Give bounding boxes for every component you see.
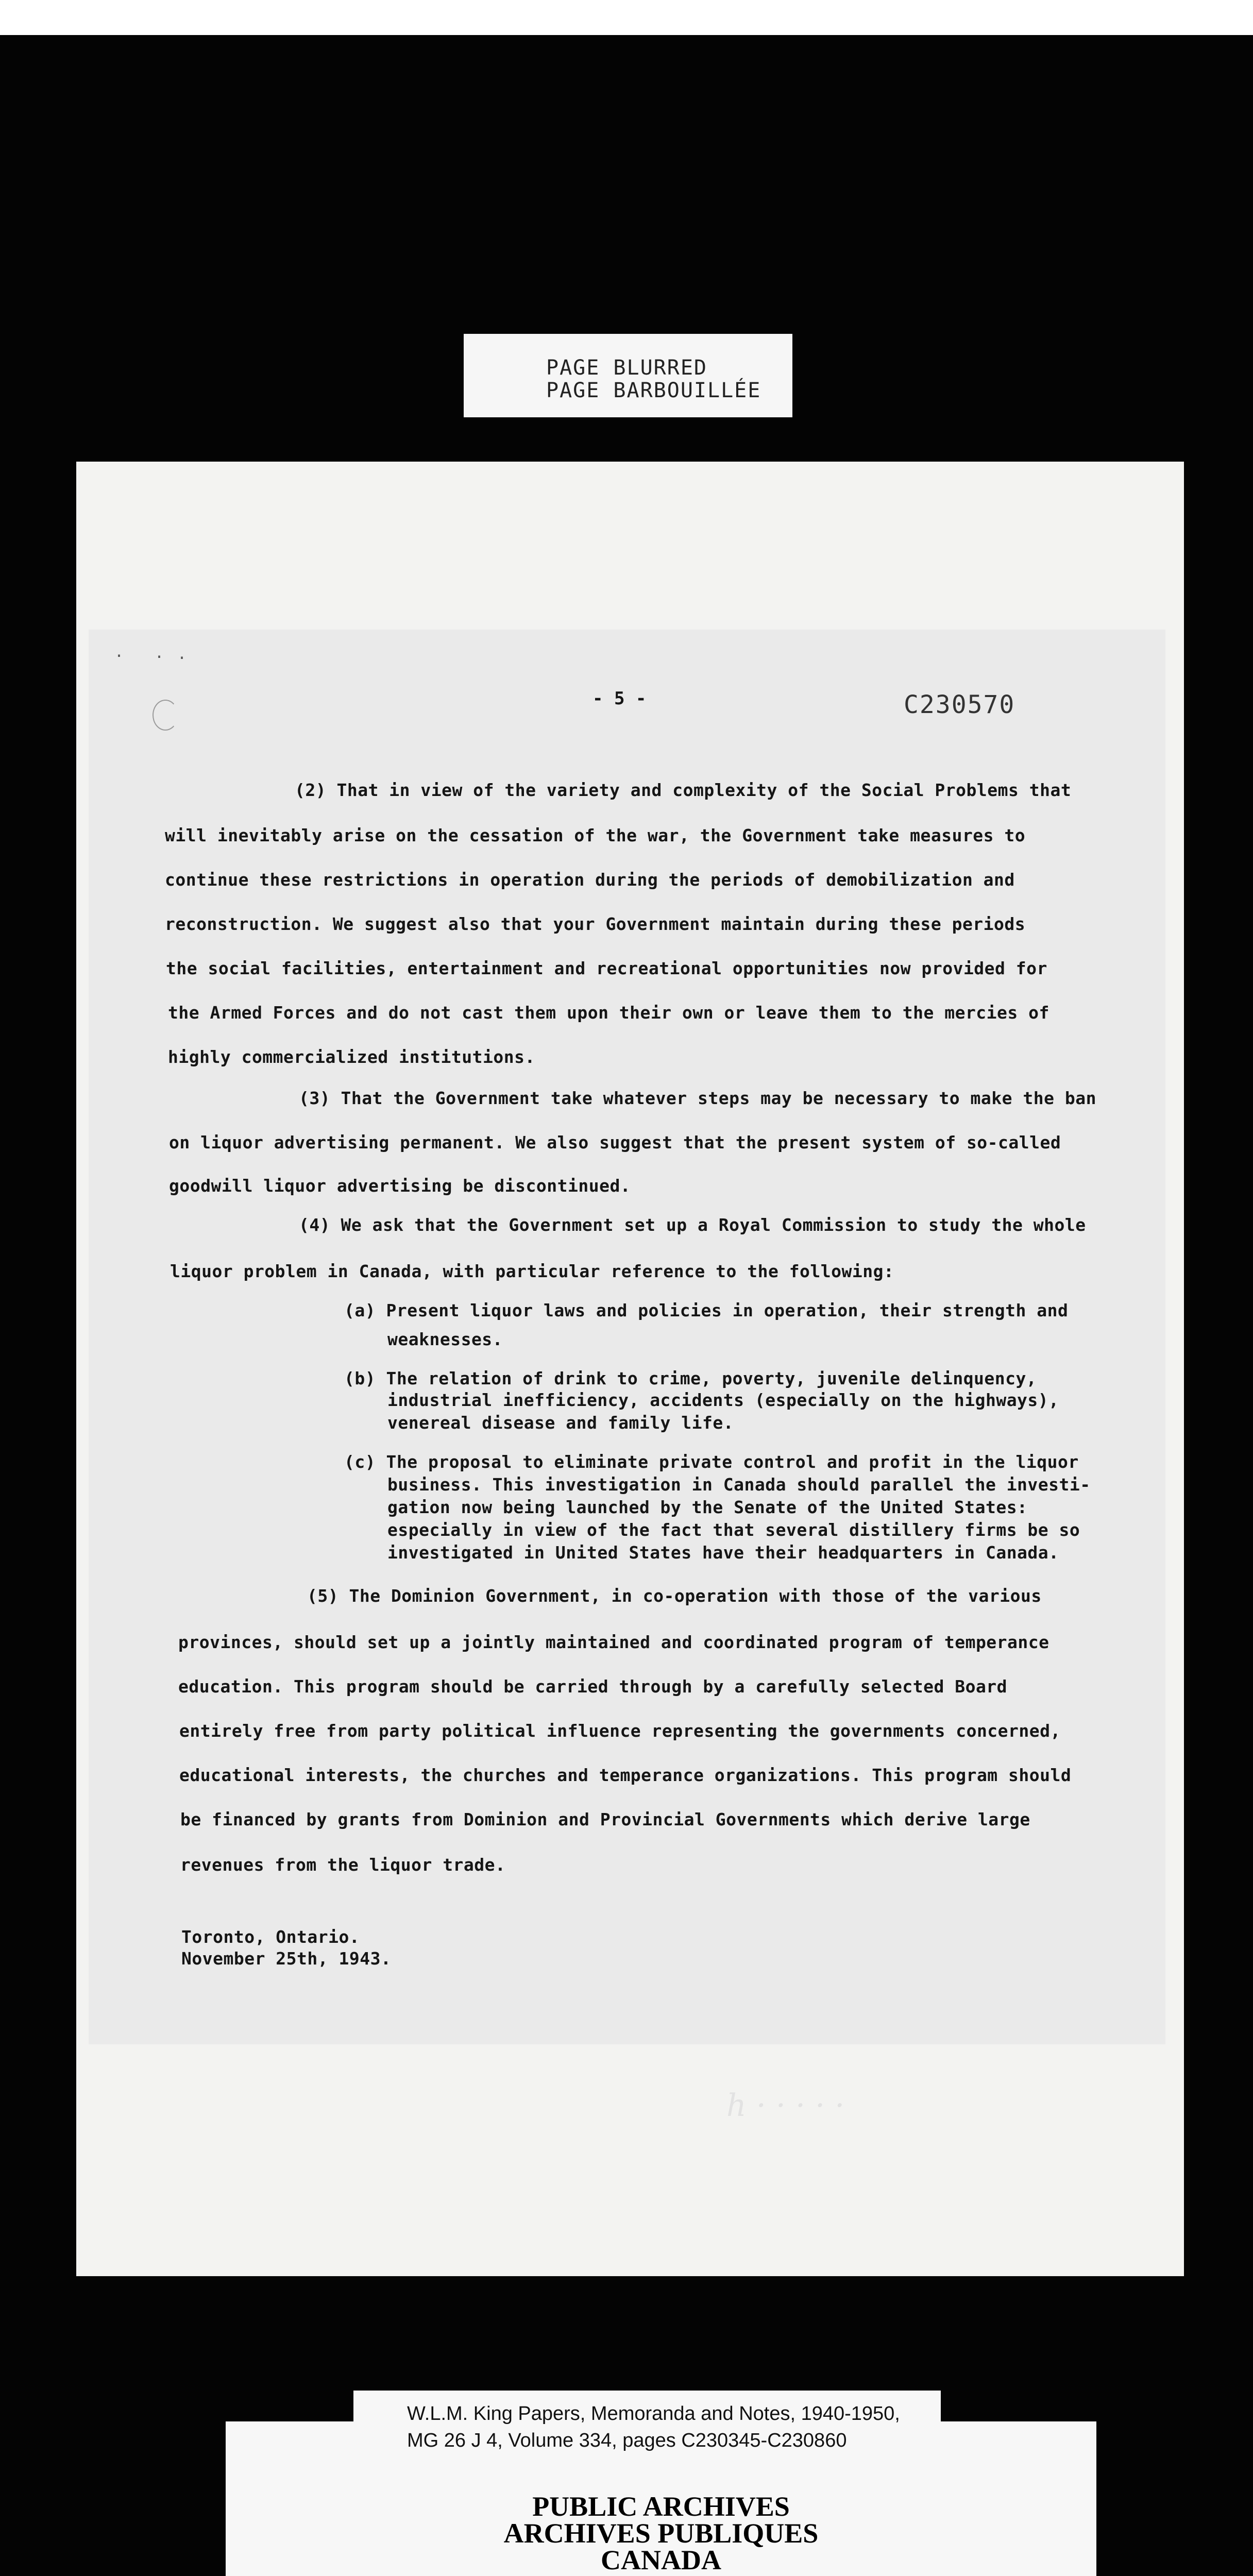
archives-stamp-french: ARCHIVES PUBLIQUES: [503, 2518, 819, 2549]
blur-notice-french: PAGE BARBOUILLÉE: [546, 379, 761, 402]
signoff-date: November 25th, 1943.: [181, 1948, 392, 1969]
speck-mark: .: [155, 644, 164, 662]
memo-line: (2) That in view of the variety and complexity of the Social Problems that: [295, 780, 1072, 800]
memo-line: (5) The Dominion Government, in co-operation with those of the various: [307, 1586, 1042, 1606]
document-reference-number: C230570: [904, 690, 1015, 719]
memo-line: (3) That the Government take whatever steps may be necessary to make the ban: [299, 1088, 1096, 1108]
page-number: - 5 -: [592, 688, 647, 709]
memo-line: the Armed Forces and do not cast them upon their own or leave them to the mercies of: [168, 1003, 1049, 1023]
memo-line: weaknesses.: [387, 1329, 503, 1349]
speck-mark: .: [114, 643, 124, 661]
page-blurred-label: [464, 334, 792, 417]
memo-line: will inevitably arise on the cessation of the war, the Government take measures to: [165, 825, 1026, 845]
memo-line: liquor problem in Canada, with particular reference to the following:: [170, 1261, 894, 1281]
memo-line: continue these restrictions in operation during the periods of demobilization and: [165, 870, 1015, 890]
archives-stamp-country: CANADA: [601, 2545, 721, 2575]
punch-hole-mark: [153, 700, 178, 731]
memo-line: reconstruction. We suggest also that your Government maintain during these periods: [165, 914, 1026, 934]
blur-notice-english: PAGE BLURRED: [546, 356, 707, 380]
memo-line: (a) Present liquor laws and policies in operation, their strength and: [344, 1300, 1069, 1320]
memo-line: (c) The proposal to eliminate private control and profit in the liquor: [344, 1452, 1079, 1472]
speck-mark: .: [177, 645, 187, 663]
memo-line: revenues from the liquor trade.: [180, 1855, 506, 1875]
memo-line: industrial inefficiency, accidents (especially on the highways),: [387, 1390, 1059, 1410]
faint-bleedthrough-scribble: h · · · · ·: [726, 2088, 845, 2124]
memo-line: venereal disease and family life.: [387, 1413, 734, 1433]
memo-line: business. This investigation in Canada should parallel the investi-: [387, 1475, 1091, 1495]
memo-line: the social facilities, entertainment and recreational opportunities now provided for: [166, 958, 1047, 978]
memo-line: investigated in United States have their headquarters in Canada.: [387, 1543, 1059, 1563]
archive-reference-line: W.L.M. King Papers, Memoranda and Notes, 1940-1950,: [407, 2403, 900, 2425]
archive-reference-line: MG 26 J 4, Volume 334, pages C230345-C230860: [407, 2430, 847, 2451]
memo-line: on liquor advertising permanent. We also suggest that the present system of so-called: [169, 1132, 1061, 1153]
memo-line: educational interests, the churches and temperance organizations. This program should: [179, 1765, 1072, 1785]
memo-line: education. This program should be carried through by a carefully selected Board: [178, 1676, 1008, 1697]
memo-line: (4) We ask that the Government set up a Royal Commission to study the whole: [299, 1215, 1086, 1235]
memo-line: highly commercialized institutions.: [168, 1047, 535, 1067]
memo-line: provinces, should set up a jointly maintained and coordinated program of temperance: [178, 1632, 1049, 1652]
memo-line: especially in view of the fact that several distillery firms be so: [387, 1520, 1080, 1540]
signoff-place: Toronto, Ontario.: [181, 1927, 360, 1947]
memo-line: (b) The relation of drink to crime, poverty, juvenile delinquency,: [344, 1368, 1037, 1388]
memo-line: gation now being launched by the Senate of the United States:: [387, 1497, 1028, 1517]
archives-stamp-english: PUBLIC ARCHIVES: [532, 2491, 790, 2522]
memo-line: entirely free from party political influence representing the governments concerned,: [179, 1721, 1061, 1741]
memo-line: be financed by grants from Dominion and Provincial Governments which derive large: [180, 1809, 1030, 1829]
memo-line: goodwill liquor advertising be discontinued.: [169, 1176, 631, 1196]
